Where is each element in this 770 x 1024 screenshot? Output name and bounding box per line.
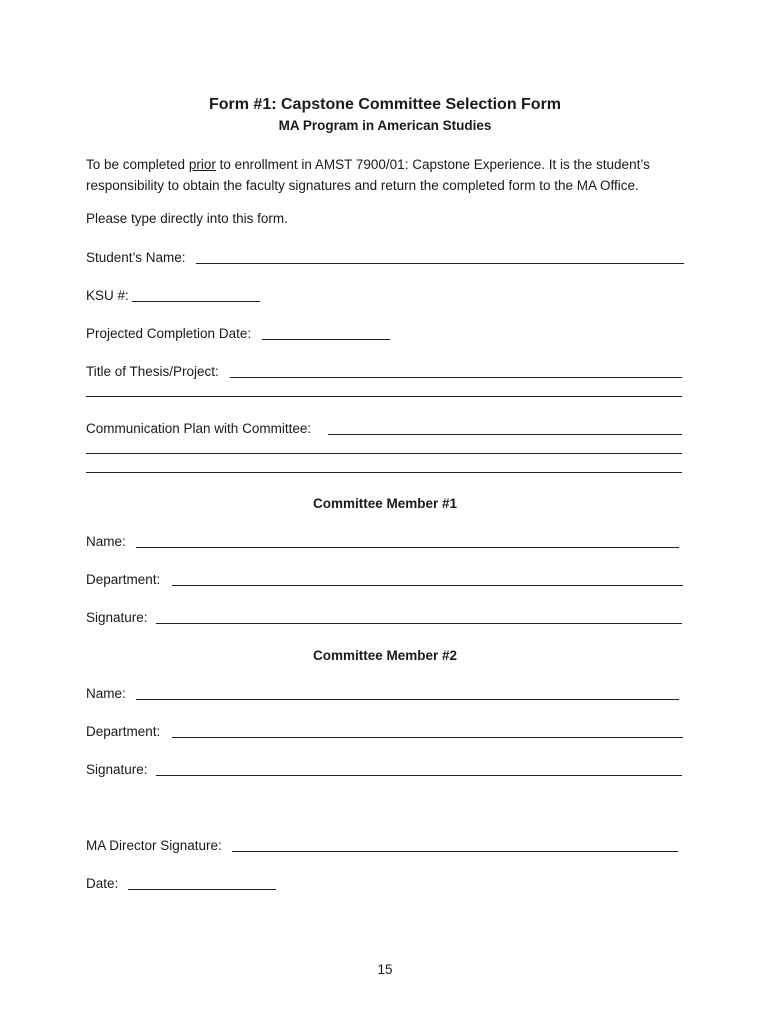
committee-member-2-heading: Committee Member #2 bbox=[312, 648, 458, 663]
intro-paragraph bbox=[86, 154, 696, 196]
communication-plan-label: Communication Plan with Committee: bbox=[86, 421, 312, 436]
intro-underlined-word: prior bbox=[188, 157, 216, 172]
communication-plan-field-line-3[interactable] bbox=[86, 472, 682, 473]
thesis-title-label: Title of Thesis/Project: bbox=[86, 364, 219, 379]
instruction-text: Please type directly into this form. bbox=[86, 211, 288, 226]
ksu-label: KSU #: bbox=[86, 288, 129, 303]
member1-signature-field[interactable] bbox=[156, 623, 682, 624]
thesis-title-field-line-2[interactable] bbox=[86, 396, 682, 397]
communication-plan-field-line-2[interactable] bbox=[86, 453, 682, 454]
director-signature-field[interactable] bbox=[232, 851, 678, 852]
intro-text-1: To be completed bbox=[86, 157, 189, 172]
thesis-title-field[interactable] bbox=[230, 377, 682, 378]
member2-department-label: Department: bbox=[86, 724, 161, 739]
completion-date-label: Projected Completion Date: bbox=[86, 326, 252, 341]
member1-signature-label: Signature: bbox=[86, 610, 148, 625]
communication-plan-field[interactable] bbox=[328, 434, 682, 435]
date-field[interactable] bbox=[128, 889, 276, 890]
date-label: Date: bbox=[86, 876, 119, 891]
intro-text-2: to enrollment in AMST 7900/01: Capstone Experience. It is the student’s responsibility to obtain the faculty signatures and return the completed form to the MA Office. bbox=[86, 157, 650, 193]
ksu-field[interactable] bbox=[132, 301, 260, 302]
member1-department-label: Department: bbox=[86, 572, 161, 587]
page-title: Form #1: Capstone Committee Selection Form bbox=[208, 96, 562, 113]
member1-name-field[interactable] bbox=[136, 547, 679, 548]
member1-department-field[interactable] bbox=[172, 585, 683, 586]
member2-signature-label: Signature: bbox=[86, 762, 148, 777]
member1-name-label: Name: bbox=[86, 534, 126, 549]
page-number: 15 bbox=[377, 962, 393, 977]
student-name-label: Student’s Name: bbox=[86, 250, 186, 265]
completion-date-field[interactable] bbox=[262, 339, 390, 340]
student-name-field[interactable] bbox=[196, 263, 684, 264]
member2-name-label: Name: bbox=[86, 686, 126, 701]
member2-department-field[interactable] bbox=[172, 737, 683, 738]
committee-member-1-heading: Committee Member #1 bbox=[312, 496, 458, 511]
member2-name-field[interactable] bbox=[136, 699, 679, 700]
director-signature-label: MA Director Signature: bbox=[86, 838, 222, 853]
page-subtitle: MA Program in American Studies bbox=[278, 118, 492, 133]
member2-signature-field[interactable] bbox=[156, 775, 682, 776]
